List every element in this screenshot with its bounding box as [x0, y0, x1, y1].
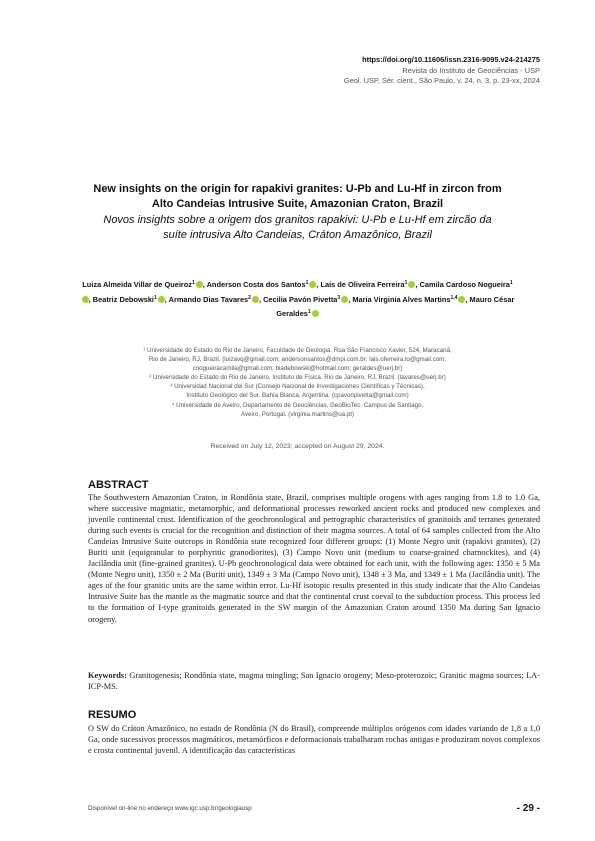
affiliation-line: Instituto Geológico del Sur. Bahía Blanca, Argentina. (cpavonpivetta@gmail.com) [186, 392, 409, 400]
orcid-icon[interactable] [82, 296, 89, 303]
author-affiliation-mark: 1 [307, 309, 311, 315]
keywords-text: Granitogenesis; Rondônia state, magma mingling; San Ignacio orogeny; Meso-proterozoic; Granitic magma sources; LA-ICP-MS. [88, 671, 540, 692]
author-affiliation-mark: 3 [337, 294, 341, 301]
orcid-icon[interactable] [196, 281, 203, 288]
journal-header [344, 55, 540, 87]
doi-link[interactable]: https://doi.org/10.11606/issn.2316-9095.v24-214275 [362, 55, 540, 64]
author-name: Luiza Almeida Villar de Queiroz [82, 280, 192, 289]
orcid-icon[interactable] [252, 296, 259, 303]
affiliation-line: ² Universidade do Estado do Rio de Janeiro, Instituto de Física. Rio de Janeiro, RJ, Brazil. (tavares@uerj.br) [149, 374, 446, 382]
footer-availability: Disponível on-line no endereço www.igc.usp.br/geologiausp [88, 805, 252, 812]
author-name: Camila Cardoso Nogueira [419, 280, 510, 289]
journal-name: Revista do Instituto de Geociências - USP [402, 65, 540, 75]
affiliation-line: cnogueiracamila@gmail.com; biadebowski@hotmail.com; geraldes@uerj.br) [192, 365, 403, 373]
orcid-icon[interactable] [458, 296, 465, 303]
author-name: Mauro César Geraldes [276, 294, 515, 318]
author-affiliation-mark: 1 [191, 280, 195, 286]
orcid-icon[interactable] [158, 296, 165, 303]
title-portuguese-line1: Novos insights sobre a origem dos granitos rapakivi: U-Pb e Lu-Hf em zircão da [103, 213, 492, 226]
author-affiliation-mark: 2 [248, 294, 251, 301]
abstract-text: The Southwestern Amazonian Craton, in Rondônia state, Brazil, comprises multiple orogens with ages ranging from 1.8 to 1.0 Ga, where successive magmatic, metamorphic, and deformational processes reworked ancient rocks and produced new complexes and juvenile continental crust. Identification of the geochronological and petrographic characteristics of granitoids and terranes generated during such events is crucial for the recognition and distinction of their magma sources. A total of 64 samples collected from the Alto Candeias Intrusive Suite outcrops in Rondônia state recognized four different groups: (1) Monte Negro unit (rapakivi granites), (2) Buriti unit (equigranular to porphyritic granodiorites), (3) Campo Novo unit (medium to coarse-grained charnockites), and (4) Jacilândia unit (fine-grained granites). U-Pb geochronological data were obtained for each unit, with the following ages: 1350 ± 5 Ma (Monte Negro unit), 1350 ± 2 Ma (Buriti unit), 1349 ± 3 Ma (Campo Novo unit), 1348 ± 3 Ma, and 1349 ± 1 Ma (Jacilândia unit). The ages of the four granitic units are the same within error. Lu-Hf isotopic results presented in this study indicate that the Alto Candeias Intrusive Suite has the mantle as the magmatic source and that the continental crust coeval to the subduction process. This process led to the formation of I-type granitoids generated in the SW margin of the Amazonian Craton around 1350 Ma during San Ignacio orogeny. [88, 493, 540, 624]
received-date: Received on July 12, 2023; accepted on August 29, 2024. [210, 443, 385, 450]
title-english-line1: New insights on the origin for rapakivi granites: U-Pb and Lu-Hf in zircon from [93, 183, 502, 195]
keywords [88, 670, 540, 692]
affiliation-line: Rio de Janeiro, RJ, Brazil. (luizavq@gmail.com; andersonsantos@dmpi.com.br; lais.oferreira.lo@gmail.com; [148, 356, 447, 364]
author-affiliation-mark: 1,4 [450, 294, 458, 301]
page-number: - 29 - [516, 803, 540, 814]
keywords-label: Keywords: [88, 671, 127, 680]
author-name: Beatriz Debowski [92, 294, 154, 304]
author-name: Cecilia Pavón Pivetta [263, 294, 338, 304]
resumo-heading: RESUMO [88, 709, 137, 721]
resumo-text: O SW do Cráton Amazônico, no estado de Rondônia (N do Brasil), compreende múltiplos orógenos com idades variando de 1,8 a 1,0 Ga, onde sucessivos processos magmáticos, metamórficos e deformacionais trabalharam rochas antigas e produziram novos complexos e crosta continental juvenil. A identificação das características [88, 724, 540, 756]
citation: Geol. USP, Sér. cient., São Paulo, v. 24, n. 3, p. 23-xx, 2024 [343, 76, 540, 86]
author-affiliation-mark: 1 [153, 294, 157, 301]
author-name: Armando Dias Tavares [168, 294, 249, 304]
title-portuguese-line2: suíte intrusiva Alto Candeias, Cráton Amazônico, Brazil [163, 228, 432, 241]
author-affiliation-mark: 1 [305, 280, 309, 286]
author-affiliation-mark: 1 [404, 280, 408, 286]
abstract-heading: ABSTRACT [88, 479, 149, 491]
affiliations [80, 346, 515, 419]
affiliation-line: ¹ Universidade do Estado do Rio de Janeiro, Faculdade de Geologia. Rua São Francisco Xavier, 524, Maracanã, [143, 347, 452, 354]
author-name: Laís de Oliveira Ferreira [320, 280, 405, 289]
article-title [70, 182, 525, 243]
affiliation-line: ⁴ Universidade de Aveiro, Departamento de Geociências, GeoBioTec. Campus de Santiago, [171, 401, 424, 409]
affiliation-line: ³ Universidad Nacional del Sur (Consejo Nacional de Investigaciones Científicas y Técnicas), [170, 383, 425, 391]
author-name: Anderson Costa dos Santos [206, 280, 306, 289]
author-name: Maria Virginia Alves Martins [352, 294, 451, 304]
affiliation-line: Aveiro, Portugal. (virginia.martins@ua.pt) [240, 410, 355, 418]
title-english-line2: Alto Candeias Intrusive Suite, Amazonian Craton, Brazil [151, 198, 444, 211]
author-affiliation-mark: 1 [509, 280, 513, 286]
orcid-icon[interactable] [341, 296, 348, 303]
author-list: Luiza Almeida Villar de Queiroz$^1$ , Anderson Costa dos Santos$^1$ , Laís de Oliveira Ferreira$^1$ , Camila Cardoso Nogueira$^1$, Beatriz Debowski$^1$ , Armando Dias Tavares$^2$ , Cecilia Pavón Pivetta$^3$ , Maria Virginia Alves Martins$^{1,4}$ , Mauro César Geraldes$^1$ [82, 280, 515, 318]
orcid-icon[interactable] [408, 281, 415, 288]
orcid-icon[interactable] [309, 281, 316, 288]
orcid-icon[interactable] [312, 310, 319, 317]
